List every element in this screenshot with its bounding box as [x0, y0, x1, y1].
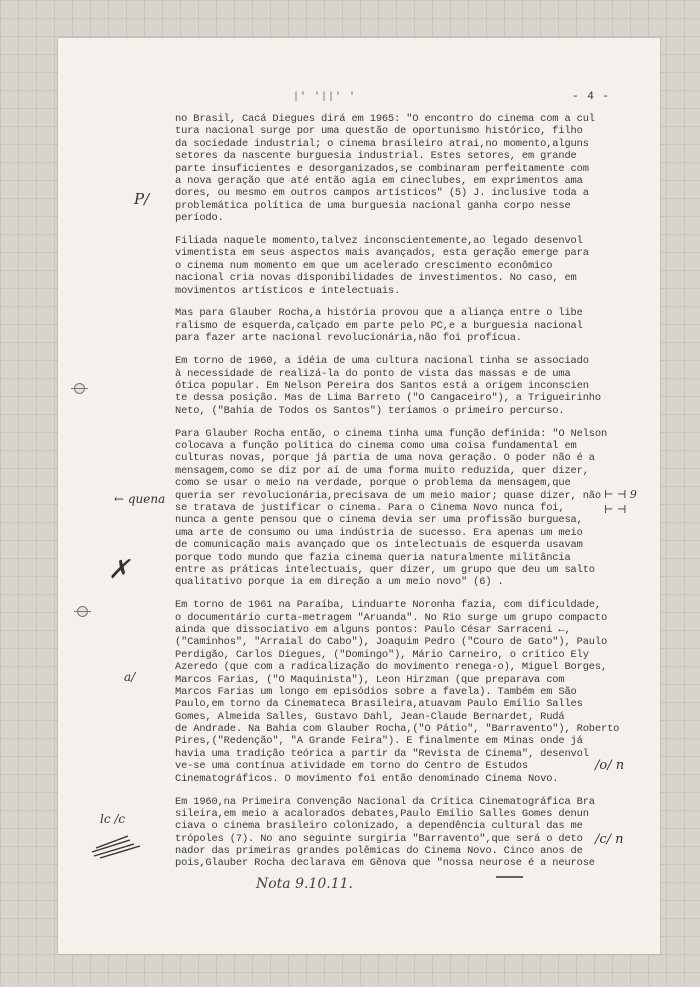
text-line: o cinema num momento em que um acelerado crescimento econômico: [175, 259, 553, 272]
text-line: mensagem,como se diz por aí de uma forma muito reduzida, quer dizer,: [175, 464, 589, 477]
text-line: Em torno de 1961 na Paraíba, Linduarte Noronha fazia, com dificuldade,: [175, 599, 601, 612]
paragraph-4: [175, 355, 620, 417]
text-line: parte insuficientes e desorganizados,se combinaram perfeitamente com: [175, 162, 589, 175]
paragraph-2: [175, 235, 620, 297]
bottom-handwritten-note: Nota 9.10.11.: [256, 876, 353, 892]
text-line: no Brasil, Cacá Diegues dirá em 1965: "O encontro do cinema com a cul: [175, 113, 595, 125]
text-line: Cinematográficos. O movimento foi então denominado Cinema Novo.: [175, 772, 559, 785]
margin-note-right-2: ⊢ ⊣: [604, 503, 627, 516]
margin-note-right-9: ⊢ ⊣ 9: [604, 488, 637, 501]
text-line: Gomes, Almeida Salles, Gustavo Dahl, Jean-Claude Bernardet, Rudá: [175, 710, 565, 723]
text-line: queria ser revolucionária,precisava de um meio maior; quase dizer, não: [175, 489, 601, 502]
paragraph-5: [175, 428, 620, 589]
paragraph-7: [175, 796, 620, 870]
text-line: setores da nascente burguesia industrial. Estes setores, em grande: [175, 150, 577, 163]
paragraph-3: [175, 307, 620, 344]
text-line: problemática política de uma burguesia nacional ganha corpo nesse: [175, 199, 571, 212]
text-line: Em 1960,na Primeira Convenção Nacional da Crítica Cinematográfica Bra: [175, 795, 595, 808]
text-line: como se usar o meio na verdade, porque o problema da mensagem,que: [175, 477, 571, 490]
page-number: - 4 -: [572, 91, 611, 103]
punch-hole-bottom: [77, 606, 88, 617]
text-line: sileira,em meio a acalorados debates,Paulo Emílio Salles Gomes denun: [175, 807, 589, 820]
margin-note-p: P/: [134, 190, 150, 208]
text-line: Marcos Farias um longo em episódios sobre a favela). Também em São: [175, 685, 577, 698]
typewritten-body: [175, 113, 620, 880]
text-line: se tratava de justificar o cinema. Para o Cinema Novo nunca foi,: [175, 501, 565, 514]
text-line: período.: [175, 212, 224, 225]
margin-note-quena-left: ← quena: [114, 492, 166, 506]
text-line: Paulo,em torno da Cinemateca Brasileira,atuavam Paulo Emílio Salles: [175, 698, 583, 711]
text-line: para fazer arte nacional revolucionária,não foi profícua.: [175, 332, 522, 345]
text-line: ("Caminhos", "Arraial do Cabo"), Joaquim Pedro ("Couro de Gato"), Paulo: [175, 636, 608, 649]
margin-note-sn-2: /c/ n: [595, 832, 624, 847]
text-line: havia uma tradição teórica a partir da "Revista de Cinema", desenvol: [175, 747, 589, 760]
text-line: colocava a função política do cinema como uma coisa fundamental em: [175, 439, 577, 452]
text-line: à necessidade de realizá-la do ponto de vista das massas e de uma: [175, 367, 571, 380]
text-line: culturas novas, porque já partia de uma nova geração. O poder não é a: [175, 452, 595, 465]
ink-scribble: [90, 830, 150, 860]
text-line: da sociedade industrial; o cinema brasileiro atrai,no momento,alguns: [175, 137, 589, 150]
paragraph-1: [175, 113, 620, 225]
text-line: entre as práticas intelectuais, quer dizer, um grupo que deu um salto: [175, 563, 595, 576]
punch-hole-top: [74, 383, 85, 394]
text-line: tura nacional surge por uma questão de oportunismo histórico, filho: [175, 125, 583, 138]
text-line: a nova geração que até então agia em cineclubes, em exprimentos ama: [175, 174, 583, 187]
text-line: nunca a gente pensou que o cinema devia ser uma profissão burguesa,: [175, 514, 583, 527]
text-line: ciava o cinema brasileiro colonizado, a dependência cultural das me: [175, 820, 583, 833]
text-line: te dessa posição. Mas de Lima Barreto ("O Cangaceiro"), a Trigueirinho: [175, 392, 601, 405]
margin-note-sn-1: /o/ n: [595, 758, 625, 773]
text-line: de comunicação mais avançado que os intelectuais de esquerda usavam: [175, 539, 583, 552]
text-line: nacional cria novas disponibilidades de investimentos. No caso, em: [175, 272, 577, 285]
text-line: Mas para Glauber Rocha,a história provou que a aliança entre o libe: [175, 307, 583, 320]
text-line: Para Glauber Rocha então, o cinema tinha uma função definida: "O Nelson: [175, 427, 608, 440]
margin-note-x: ✗: [108, 555, 130, 585]
text-line: vimentista em seus aspectos mais avançados, esta geração emerge para: [175, 247, 589, 260]
text-line: uma arte de consumo ou uma indústria de sucesso. Era apenas um meio: [175, 526, 583, 539]
text-line: ve-se uma contínua atividade em torno do Centro de Estudos: [175, 760, 528, 773]
text-line: o documentário curta-metragem "Aruanda". No Rio surge um grupo compacto: [175, 611, 608, 624]
text-line: dores, ou mesmo em outros campos artísticos" (5) J. inclusive toda a: [175, 187, 589, 200]
text-line: Neto, ("Bahia de Todos os Santos") teríamos o primeiro percurso.: [175, 404, 565, 417]
text-line: ótica popular. Em Nelson Pereira dos Santos está a origem inconscien: [175, 379, 589, 392]
text-line: Marcos Farias, ("O Maquinista"), Leon Hirzman (que preparava com: [175, 673, 565, 686]
paragraph-6: [175, 599, 620, 785]
text-line: qualitativo porque ia em direção a um meio novo" (6) .: [175, 576, 504, 589]
text-line: Azeredo (que com a radicalização do movimento renega-o), Miguel Borges,: [175, 661, 608, 674]
text-line: Perdigão, Carlos Diegues, ("Domingo"), Mário Carneiro, o crítico Ely: [175, 648, 589, 661]
text-line: Em torno de 1960, a idéia de uma cultura nacional tinha se associado: [175, 355, 589, 368]
margin-note-al: a/: [124, 670, 136, 684]
margin-note-lc: lc /c: [100, 812, 126, 826]
text-line: trópoles (7). No ano seguinte surgiria "Barravento",que será o deto: [175, 832, 583, 845]
text-line: de Andrade. Na Bahia com Glauber Rocha,("O Pátio", "Barravento"), Roberto: [175, 723, 620, 736]
text-line: movimentos artísticos e intelectuais.: [175, 284, 401, 297]
text-line: porque todo mundo que fazia cinema queria naturalmente militância: [175, 551, 571, 564]
top-marks: |' '||' ': [293, 92, 357, 103]
text-line: ainda que dissociativo em alguns pontos: Paulo César Sarraceni ←,: [175, 623, 571, 636]
text-line: nador das primeiras grandes polêmicas do Cinema Novo. Cinco anos de: [175, 845, 583, 858]
text-line: pois,Glauber Rocha declarava em Gênova que "nossa neurose é a neurose: [175, 857, 595, 870]
text-line: Pires,("Redenção", "A Grande Feira"). E finalmente em Minas onde já: [175, 735, 583, 748]
text-line: Filiada naquele momento,talvez inconscientemente,ao legado desenvol: [175, 235, 583, 248]
text-line: ralismo de esquerda,calçado em parte pelo PC,e a burguesia nacional: [175, 319, 583, 332]
ink-dash: [495, 874, 525, 880]
